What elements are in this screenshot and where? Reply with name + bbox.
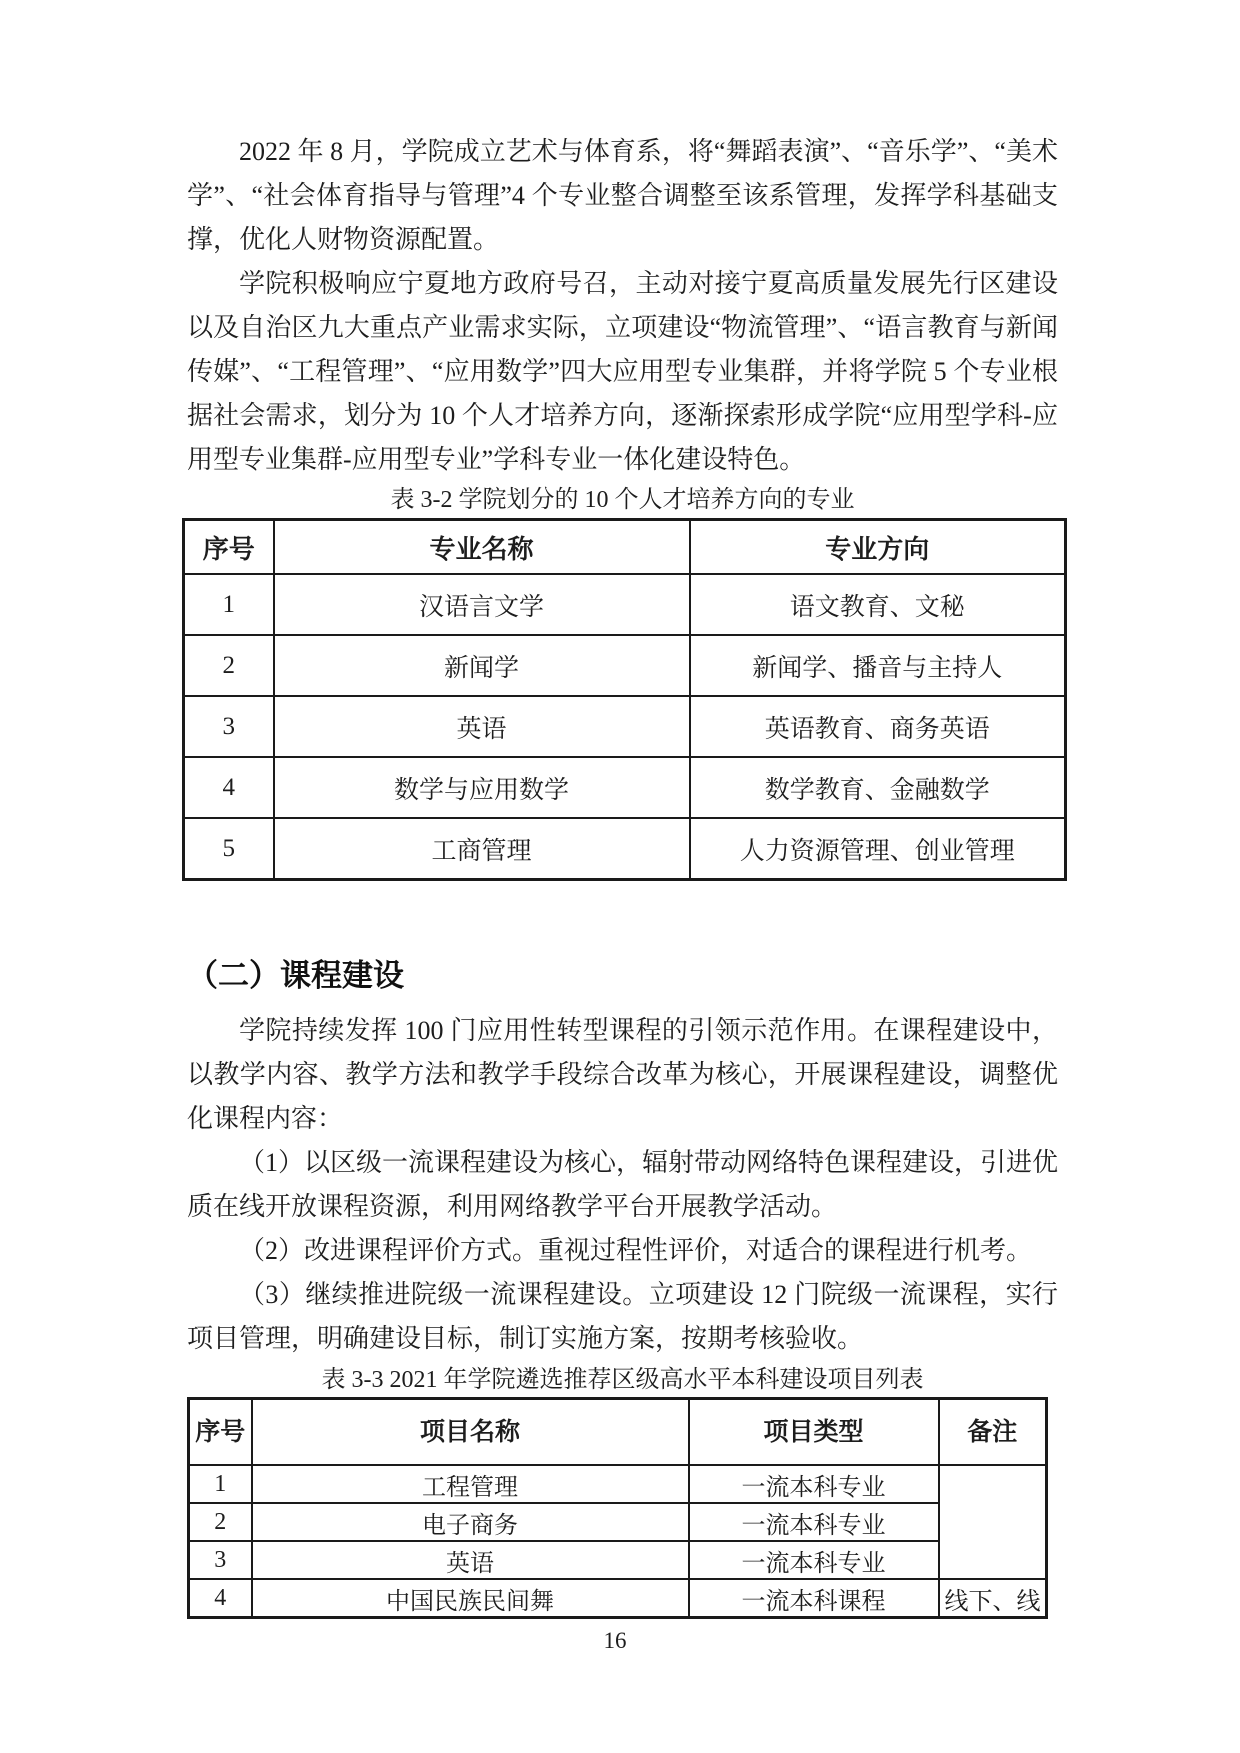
cell-project-type: 一流本科专业 xyxy=(689,1465,939,1503)
section-heading-course-construction: （二）课程建设 xyxy=(187,958,404,993)
cell-major-name: 新闻学 xyxy=(274,635,690,696)
table-3-3-header-row xyxy=(189,1399,1047,1466)
header-cell-project-name: 项目名称 xyxy=(252,1399,689,1466)
table-3-2 xyxy=(182,518,1067,881)
table-row xyxy=(184,818,1066,880)
cell-project-type: 一流本科专业 xyxy=(689,1503,939,1541)
cell-project-name: 工程管理 xyxy=(252,1465,689,1503)
table-row xyxy=(184,635,1066,696)
cell-serial: 2 xyxy=(184,635,274,696)
remark-merged-cell xyxy=(939,1465,1047,1579)
table-3-2-header-row xyxy=(184,520,1066,575)
content-area xyxy=(187,130,1058,1619)
paragraph-professional-clusters: 学院积极响应宁夏地方政府号召，主动对接宁夏高质量发展先行区建设以及自治区九大重点产业需求实际，立项建设“物流管理”、“语言教育与新闻传媒”、“工程管理”、“应用数学”四大应用型专业集群，并将学院 5 个专业根据社会需求，划分为 10 个人才培养方向，逐渐探索形成学院“应用型学科-应用型专业集群-应用型专业”学科专业一体化建设特色。 xyxy=(187,269,1058,474)
table-row xyxy=(184,757,1066,818)
cell-major-name: 数学与应用数学 xyxy=(274,757,690,818)
paragraph-course-overview: 学院持续发挥 100 门应用性转型课程的引领示范作用。在课程建设中，以教学内容、教学方法和教学手段综合改革为核心，开展课程建设，调整优化课程内容： xyxy=(187,1016,1058,1133)
table-row xyxy=(184,574,1066,635)
cell-project-name: 英语 xyxy=(252,1541,689,1579)
cell-serial: 3 xyxy=(189,1541,252,1579)
cell-project-type: 一流本科课程 xyxy=(689,1579,939,1618)
cell-serial: 1 xyxy=(189,1465,252,1503)
header-cell-serial: 序号 xyxy=(189,1399,252,1466)
header-cell-major-name: 专业名称 xyxy=(274,520,690,575)
table-3-3 xyxy=(187,1397,1048,1619)
header-cell-major-direction: 专业方向 xyxy=(690,520,1066,575)
cell-serial: 2 xyxy=(189,1503,252,1541)
cell-project-name: 电子商务 xyxy=(252,1503,689,1541)
cell-major-direction: 语文教育、文秘 xyxy=(690,574,1066,635)
table-row xyxy=(189,1541,1047,1579)
table-row xyxy=(184,696,1066,757)
page-number: 16 xyxy=(603,1628,627,1653)
cell-serial: 1 xyxy=(184,574,274,635)
cell-serial: 4 xyxy=(184,757,274,818)
table-row xyxy=(189,1465,1047,1503)
cell-major-name: 工商管理 xyxy=(274,818,690,880)
paragraph-item-2: （2）改进课程评价方式。重视过程性评价，对适合的课程进行机考。 xyxy=(239,1236,1033,1265)
table-3-3-caption: 表 3-3 2021 年学院遴选推荐区级高水平本科建设项目列表 xyxy=(321,1367,924,1393)
table-row xyxy=(189,1579,1047,1618)
cell-major-direction: 数学教育、金融数学 xyxy=(690,757,1066,818)
cell-serial: 3 xyxy=(184,696,274,757)
cell-major-direction: 新闻学、播音与主持人 xyxy=(690,635,1066,696)
paragraph-item-1: （1）以区级一流课程建设为核心，辐射带动网络特色课程建设，引进优质在线开放课程资源，利用网络教学平台开展教学活动。 xyxy=(187,1148,1059,1221)
table-3-2-caption: 表 3-2 学院划分的 10 个人才培养方向的专业 xyxy=(390,487,855,513)
header-cell-serial: 序号 xyxy=(184,520,274,575)
cell-remark: 线下、线 xyxy=(939,1579,1047,1618)
cell-serial: 5 xyxy=(184,818,274,880)
header-cell-project-type: 项目类型 xyxy=(689,1399,939,1466)
cell-major-name: 汉语言文学 xyxy=(274,574,690,635)
cell-project-name: 中国民族民间舞 xyxy=(252,1579,689,1618)
header-cell-remark: 备注 xyxy=(939,1399,1047,1466)
cell-major-direction: 人力资源管理、创业管理 xyxy=(690,818,1066,880)
cell-major-name: 英语 xyxy=(274,696,690,757)
cell-major-direction: 英语教育、商务英语 xyxy=(690,696,1066,757)
paragraph-item-3: （3）继续推进院级一流课程建设。立项建设 12 门院级一流课程，实行项目管理，明确建设目标，制订实施方案，按期考核验收。 xyxy=(187,1280,1058,1353)
cell-project-type: 一流本科专业 xyxy=(689,1541,939,1579)
table-row xyxy=(189,1503,1047,1541)
paragraph-art-sports-dept: 2022 年 8 月，学院成立艺术与体育系，将“舞蹈表演”、“音乐学”、“美术学”、“社会体育指导与管理”4 个专业整合调整至该系管理，发挥学科基础支撑，优化人财物资源配置。 xyxy=(187,137,1058,254)
cell-serial: 4 xyxy=(189,1579,252,1618)
